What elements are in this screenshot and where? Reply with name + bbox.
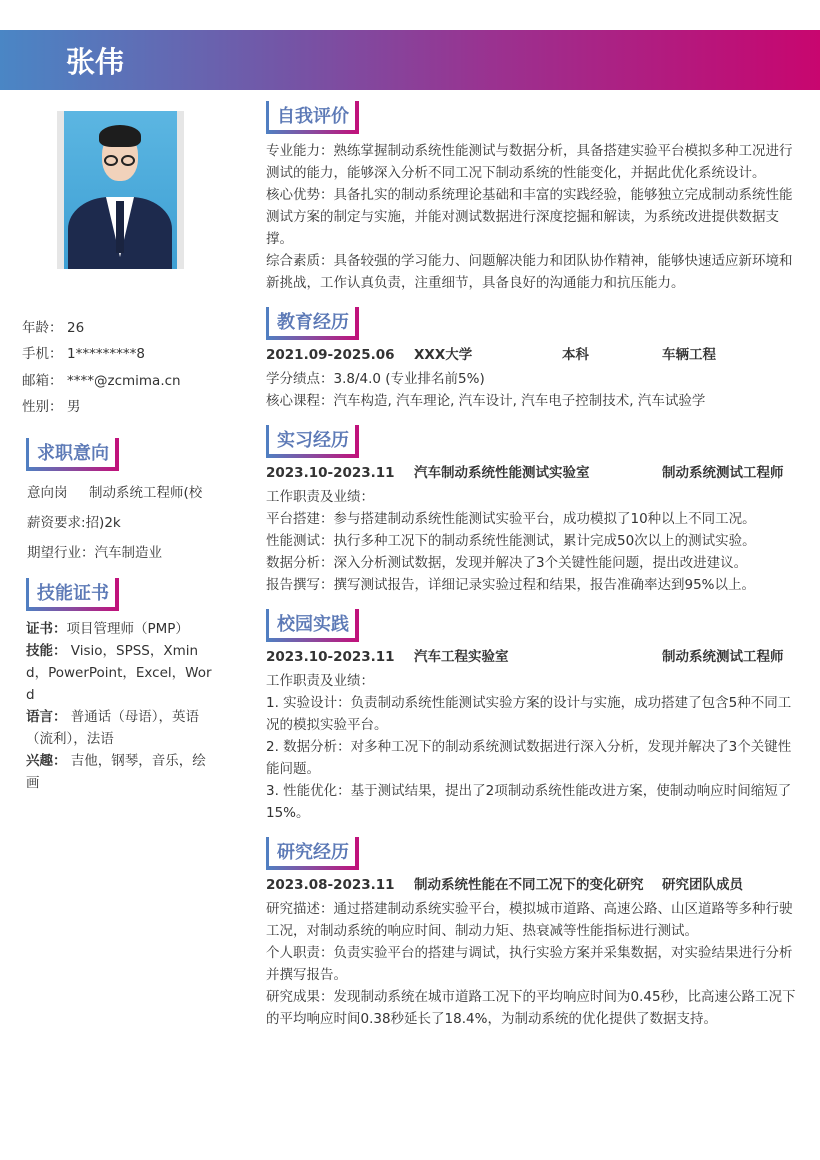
research-line: 个人职责：负责实验平台的搭建与调试，执行实验方案并采集数据，对实验结果进行分析并撰写报告。 xyxy=(266,945,793,983)
campus-role: 制动系统测试工程师 xyxy=(662,649,784,665)
skill-value: 项目管理师（PMP） xyxy=(66,621,189,637)
phone-label: 手机： xyxy=(22,346,63,363)
campus-line: 2. 数据分析：对多种工况下的制动系统测试数据进行深入分析，发现并解决了3个关键性能问题。 xyxy=(266,739,792,777)
header-bar xyxy=(0,30,820,90)
skill-label: 语言： xyxy=(26,709,67,725)
self-paragraph: 核心优势：具备扎实的制动系统理论基础和丰富的实践经验，能够独立完成制动系统性能测试方案的制定与实施，并能对测试数据进行深度挖掘和解读，为系统改进提供数据支撑。 xyxy=(266,187,793,247)
self-paragraph: 专业能力：熟练掌握制动系统性能测试与数据分析，具备搭建实验平台模拟多种工况进行测试的能力，能够深入分析不同工况下制动系统的性能变化，并据此优化系统设计。 xyxy=(266,143,793,181)
intern-line: 性能测试：执行多种工况下的制动系统性能测试，累计完成50次以上的测试实验。 xyxy=(266,533,756,549)
industry-value: 汽车制造业 xyxy=(94,545,162,561)
research-role: 研究团队成员 xyxy=(662,877,743,893)
name: 张伟 xyxy=(66,45,125,79)
campus-line: 1. 实验设计：负责制动系统性能测试实验方案的设计与实施，成功搭建了包含5种不同工况的模拟实验平台。 xyxy=(266,695,792,733)
gender-label: 性别： xyxy=(22,398,63,415)
skill-label: 证书： xyxy=(26,621,67,637)
salary-label: 薪资要求: xyxy=(27,515,86,531)
intern-line: 工作职责及业绩： xyxy=(266,489,374,505)
skill-label: 兴趣： xyxy=(26,753,67,769)
intent-list xyxy=(27,482,217,572)
skill-value: Visio，SPSS，Xmind，PowerPoint，Excel，Word xyxy=(26,643,212,703)
intern-org: 汽车制动系统性能测试实验室 xyxy=(414,465,590,481)
edu-major: 车辆工程 xyxy=(662,347,716,363)
edu-degree: 本科 xyxy=(562,347,589,363)
research-org: 制动系统性能在不同工况下的变化研究 xyxy=(414,877,644,893)
main-column xyxy=(266,101,798,1030)
campus-org: 汽车工程实验室 xyxy=(414,649,509,665)
industry-label: 期望行业： xyxy=(27,545,95,561)
intern-date: 2023.10-2023.11 xyxy=(266,465,395,481)
campus-date: 2023.10-2023.11 xyxy=(266,649,395,665)
personal-info xyxy=(22,318,181,423)
age-label: 年龄： xyxy=(22,320,63,336)
salary-value: 招)2k xyxy=(85,515,121,531)
email-value: ****@zcmima.cn xyxy=(67,372,181,389)
section-title-campus: 校园实践 xyxy=(266,609,359,642)
edu-gpa: 学分绩点：3.8/4.0 (专业排名前5%) xyxy=(266,371,485,387)
research-line: 研究描述：通过搭建制动系统实验平台，模拟城市道路、高速公路、山区道路等多种行驶工况，对制动系统的响应时间、制动力矩、热衰减等性能指标进行测试。 xyxy=(266,901,793,939)
research-date: 2023.08-2023.11 xyxy=(266,877,395,893)
gender-value: 男 xyxy=(67,398,81,415)
education-row xyxy=(266,344,798,368)
intent-label: 意向岗 xyxy=(27,485,68,501)
edu-courses: 核心课程：汽车构造, 汽车理论, 汽车设计, 汽车电子控制技术, 汽车试验学 xyxy=(266,393,706,409)
section-title-skills: 技能证书 xyxy=(26,578,119,611)
research-row xyxy=(266,874,798,898)
section-title-research: 研究经历 xyxy=(266,837,359,870)
skills-list xyxy=(26,618,216,794)
edu-school: XXX大学 xyxy=(414,347,473,363)
section-title-intent: 求职意向 xyxy=(26,438,119,471)
campus-line: 工作职责及业绩： xyxy=(266,673,374,689)
skill-value: 吉他，钢琴，音乐，绘画 xyxy=(26,753,206,791)
section-title-self: 自我评价 xyxy=(266,101,359,134)
age-value: 26 xyxy=(67,320,85,336)
campus-line: 3. 性能优化：基于测试结果，提出了2项制动系统性能改进方案，使制动响应时间缩短了15%。 xyxy=(266,783,792,821)
campus-row xyxy=(266,646,798,670)
self-paragraph: 综合素质：具备较强的学习能力、问题解决能力和团队协作精神，能够快速适应新环境和新挑战，工作认真负责，注重细节，具备良好的沟通能力和抗压能力。 xyxy=(266,253,793,291)
intent-value: 制动系统工程师(校 xyxy=(89,485,203,501)
email-label: 邮箱： xyxy=(22,372,63,389)
intern-role: 制动系统测试工程师 xyxy=(662,465,784,481)
edu-date: 2021.09-2025.06 xyxy=(266,347,395,363)
research-line: 研究成果：发现制动系统在城市道路工况下的平均响应时间为0.45秒，比高速公路工况下的平均响应时间0.38秒延长了18.4%，为制动系统的优化提供了数据支持。 xyxy=(266,989,796,1027)
intern-line: 报告撰写：撰写测试报告，详细记录实验过程和结果，报告准确率达到95%以上。 xyxy=(266,577,756,593)
profile-photo xyxy=(57,111,184,269)
intern-line: 平台搭建：参与搭建制动系统性能测试实验平台，成功模拟了10种以上不同工况。 xyxy=(266,511,756,527)
internship-row xyxy=(266,462,798,486)
section-title-education: 教育经历 xyxy=(266,307,359,340)
phone-value: 1*********8 xyxy=(67,346,145,363)
skill-label: 技能： xyxy=(26,643,67,659)
section-title-internship: 实习经历 xyxy=(266,425,359,458)
skill-value: 普通话（母语），英语（流利），法语 xyxy=(26,709,200,747)
intern-line: 数据分析：深入分析测试数据，发现并解决了3个关键性能问题，提出改进建议。 xyxy=(266,555,748,571)
